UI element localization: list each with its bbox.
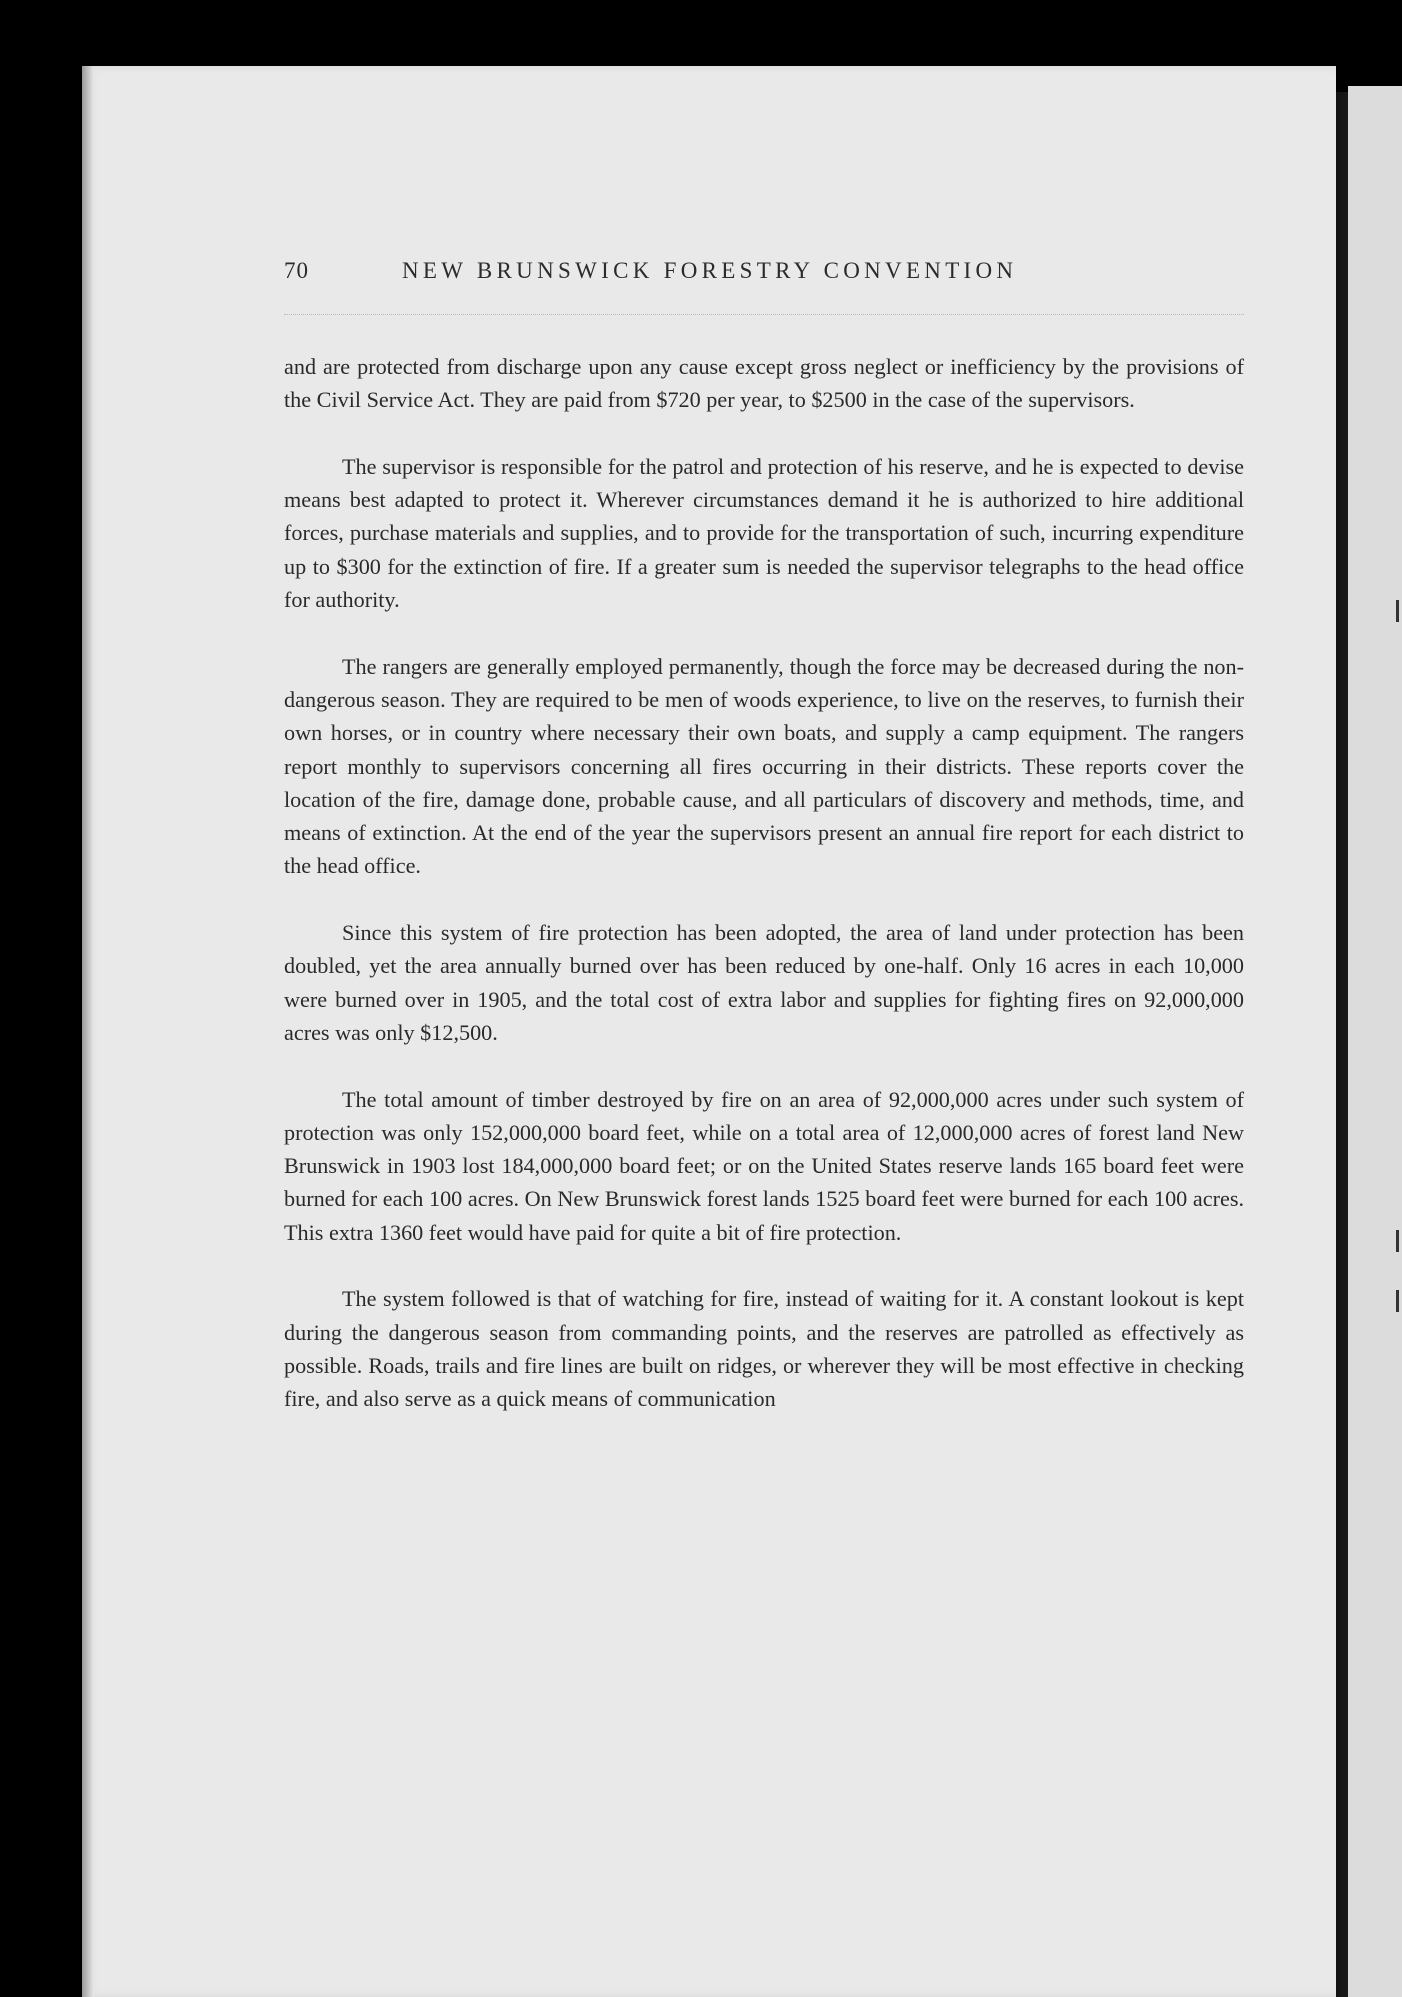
paragraph: The system followed is that of watching for fire, instead of waiting for it. A constant lookout is kept during the dangerous season from commanding points, and the reserves are patrolled as effectively as possible. Roads, trails and fire lines are built on ridges, or wherever they will be most effective in checking fire, and also serve as a quick means of communication xyxy=(284,1286,1244,1412)
header-rule xyxy=(284,314,1244,316)
page-edge-shadow xyxy=(82,66,94,1997)
facing-page-mark xyxy=(1396,1230,1399,1252)
paragraph: The rangers are generally employed permanently, though the force may be decreased during the non-dangerous season. They are required to be men of woods experience, to live on the reserves, to furnish their own horses, or in country where necessary their own boats, and supply a camp equipment. The rangers report monthly to supervisors concerning all fires occurring in their districts. These reports cover the location of the fire, damage done, probable cause, and all particulars of discovery and methods, time, and means of extinction. At the end of the year the supervisors present an annual fire report for each district to the head office. xyxy=(284,653,1244,879)
facing-page-mark xyxy=(1396,600,1399,622)
paragraph: and are protected from discharge upon any cause except gross neglect or inefficiency by the provisions of the Civil Service Act. They are paid from $720 per year, to $2500 in the case of the supervisors. xyxy=(284,354,1244,413)
paragraph: The total amount of timber destroyed by fire on an area of 92,000,000 acres under such system of protection was only 152,000,000 board feet, while on a total area of 12,000,000 acres of forest land New Brunswick in 1903 lost 184,000,000 board feet; or on the United States reserve lands 165 board feet were burned for each 100 acres. On New Brunswick forest lands 1525 board feet were burned for each 100 acres. This extra 1360 feet would have paid for quite a bit of fire protection. xyxy=(284,1086,1244,1245)
facing-page-edge xyxy=(1348,86,1402,1997)
running-head xyxy=(284,258,1244,294)
running-head-title: NEW BRUNSWICK FORESTRY CONVENTION xyxy=(402,258,1018,283)
facing-page-mark xyxy=(1396,1290,1399,1312)
paragraph: Since this system of fire protection has been adopted, the area of land under protection has been doubled, yet the area annually burned over has been reduced by one-half. Only 16 acres in each 10,000 were burned over in 1905, and the total cost of extra labor and supplies for fighting fires on 92,000,000 acres was only $12,500. xyxy=(284,920,1244,1045)
body-text xyxy=(284,350,1244,1449)
paragraph: The supervisor is responsible for the patrol and protection of his reserve, and he is expected to devise means best adapted to protect it. Wherever circumstances demand it he is authorized to hire additional forces, purchase materials and supplies, and to provide for the transportation of such, incurring expenditure up to $300 for the extinction of fire. If a greater sum is needed the supervisor telegraphs to the head office for authority. xyxy=(284,453,1244,613)
page-number: 70 xyxy=(284,258,309,283)
